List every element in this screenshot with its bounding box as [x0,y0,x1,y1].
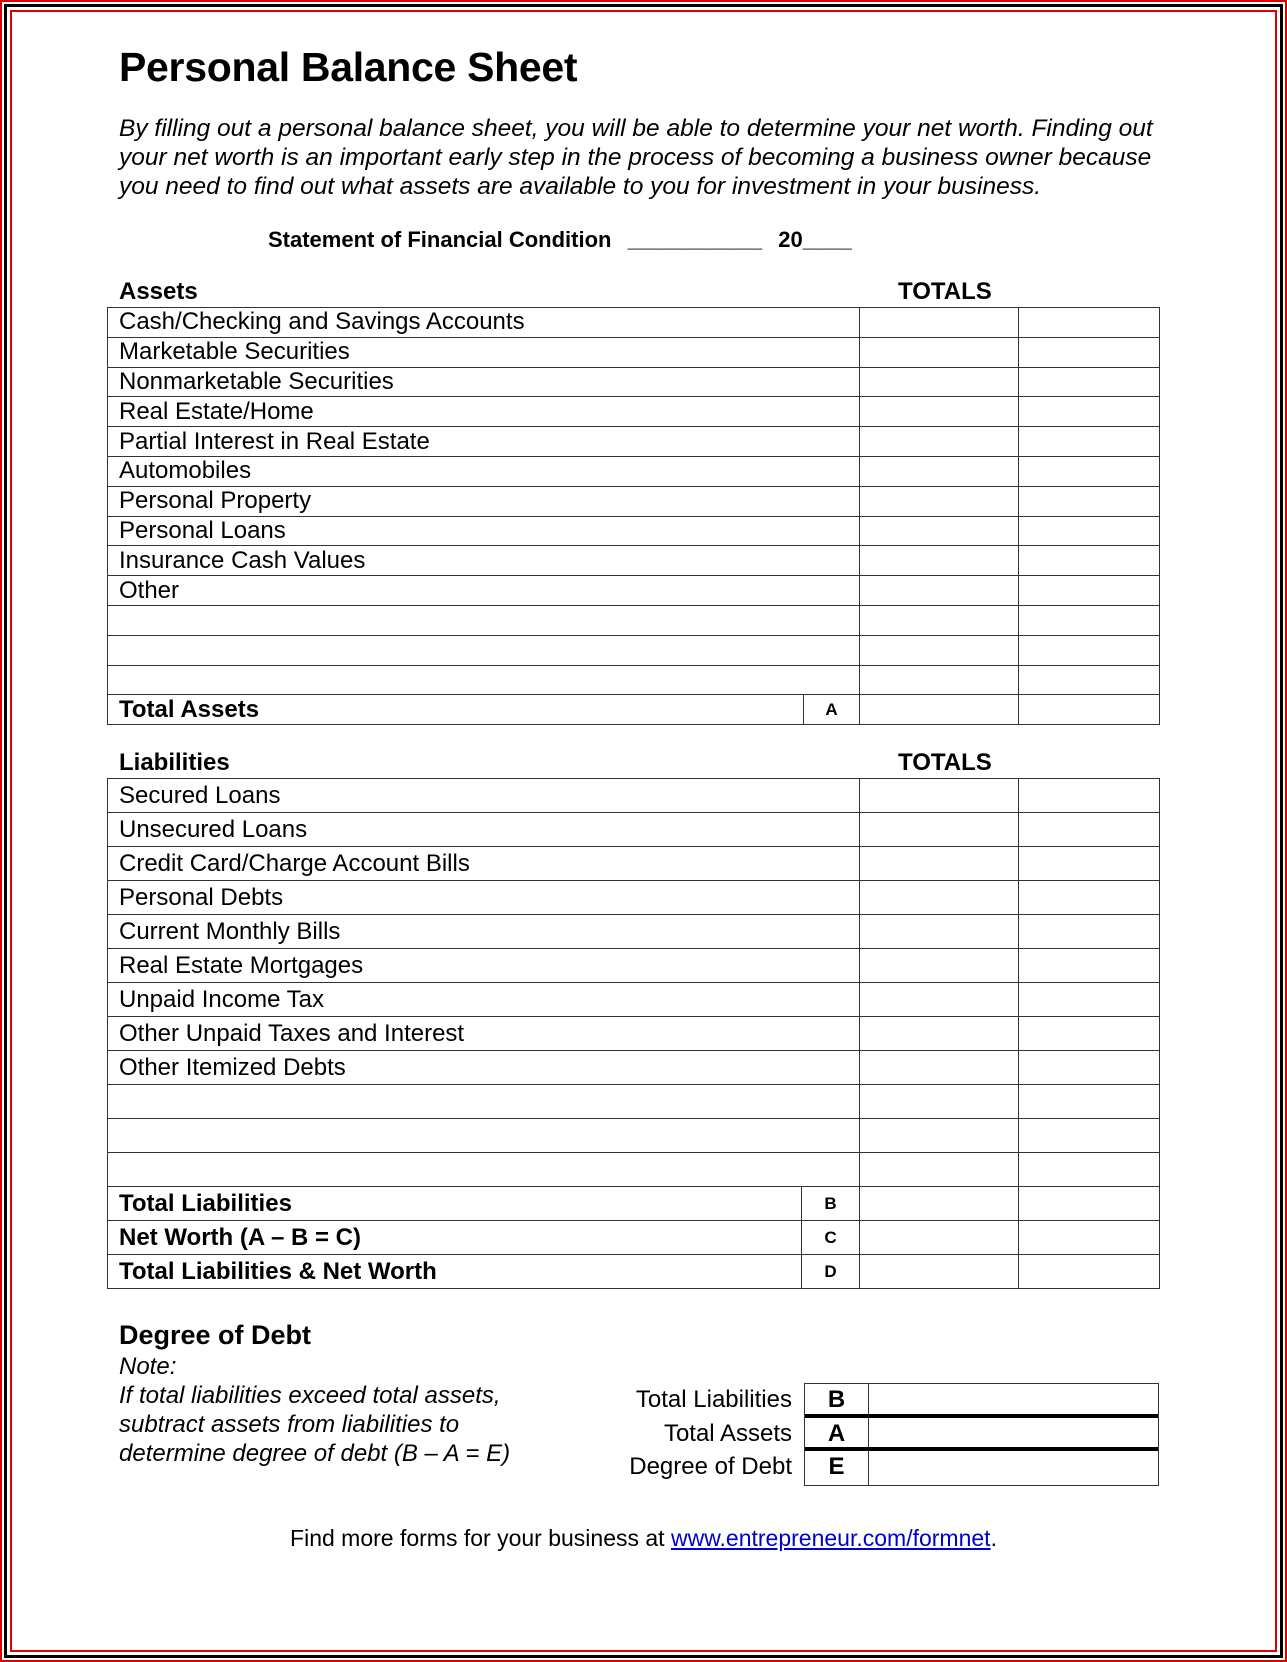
amount-cell[interactable] [860,665,1019,695]
table-row [108,516,1160,546]
total-label: Total Liabilities [108,1187,802,1221]
row-label [108,1085,860,1119]
amount-cell[interactable] [860,546,1019,576]
intro-paragraph: By filling out a personal balance sheet, you will be able to determine your net worth. Finding out your net worth is an important early step in the process of becoming a business owner because you need to find out what assets are available to you for investment in your business. [119,115,1153,200]
row-label: Other Unpaid Taxes and Interest [108,1017,860,1051]
amount-cell[interactable] [860,1119,1019,1153]
amount-cell[interactable] [860,605,1019,635]
liabilities-totals-heading: TOTALS [898,749,992,776]
amount-cell[interactable] [860,308,1019,338]
amount-cell[interactable] [860,847,1019,881]
amount-cell[interactable] [860,397,1019,427]
table-row [108,1051,1160,1085]
degree-row-degree-of-debt [805,1451,1158,1485]
table-row [108,337,1160,367]
row-label: Credit Card/Charge Account Bills [108,847,860,881]
degree-letter: E [805,1451,869,1485]
note-line: If total liabilities exceed total assets, [119,1382,501,1409]
total-cell[interactable] [1019,576,1160,606]
amount-cell[interactable] [860,576,1019,606]
degree-letter: B [805,1384,869,1414]
total-cell[interactable] [1019,516,1160,546]
table-row [108,983,1160,1017]
table-row [108,1119,1160,1153]
total-cell[interactable] [1019,949,1160,983]
total-letter: C [802,1221,860,1255]
total-cell[interactable] [1019,1085,1160,1119]
amount-cell[interactable] [860,427,1019,457]
table-row [108,635,1160,665]
total-cell[interactable] [1019,456,1160,486]
footer-text: Find more forms for your business at [290,1525,671,1551]
amount-cell[interactable] [860,983,1019,1017]
statement-heading [268,227,862,253]
total-cell[interactable] [1019,847,1160,881]
amount-cell[interactable] [860,1255,1019,1289]
total-cell[interactable] [1019,486,1160,516]
total-cell[interactable] [1019,915,1160,949]
degree-value-degree-of-debt[interactable] [869,1451,1158,1485]
assets-totals-heading: TOTALS [898,278,992,305]
amount-cell[interactable] [860,337,1019,367]
degree-letter: A [805,1418,869,1448]
table-row [108,813,1160,847]
total-cell[interactable] [1019,813,1160,847]
row-label [108,635,860,665]
row-label: Other [108,576,860,606]
note-line: determine degree of debt (B – A = E) [119,1440,511,1467]
amount-cell[interactable] [860,635,1019,665]
row-label: Personal Loans [108,516,860,546]
total-label: Total Assets [108,695,804,725]
total-cell[interactable] [1019,635,1160,665]
table-row [108,915,1160,949]
row-label [108,605,860,635]
degree-of-debt-heading: Degree of Debt [119,1320,312,1350]
total-cell[interactable] [1019,308,1160,338]
table-row [108,949,1160,983]
row-label: Secured Loans [108,779,860,813]
footer-suffix: . [990,1525,997,1551]
total-label: Total Liabilities & Net Worth [108,1255,802,1289]
table-row [108,486,1160,516]
table-row [108,397,1160,427]
degree-of-debt-box [804,1383,1159,1486]
row-label: Marketable Securities [108,337,860,367]
degree-row-total-liabilities [805,1384,1158,1418]
amount-cell[interactable] [860,881,1019,915]
amount-cell[interactable] [860,486,1019,516]
amount-cell[interactable] [860,1085,1019,1119]
amount-cell[interactable] [860,516,1019,546]
row-label: Personal Property [108,486,860,516]
row-label: Partial Interest in Real Estate [108,427,860,457]
amount-cell[interactable] [860,367,1019,397]
table-row [108,1153,1160,1187]
total-cell[interactable] [1019,1255,1160,1289]
degree-of-debt-note [119,1352,510,1468]
table-row [108,1017,1160,1051]
total-cell[interactable] [1019,605,1160,635]
total-cell[interactable] [1019,695,1160,725]
degree-label-total-assets: Total Assets [663,1419,792,1447]
table-row [108,847,1160,881]
liabilities-total-row [108,1187,1160,1221]
total-letter: A [804,695,860,725]
row-label: Nonmarketable Securities [108,367,860,397]
amount-cell[interactable] [860,1153,1019,1187]
note-line: subtract assets from liabilities to [119,1411,460,1438]
total-cell[interactable] [1019,337,1160,367]
amount-cell[interactable] [860,695,1019,725]
page-title: Personal Balance Sheet [119,44,578,90]
row-label: Personal Debts [108,881,860,915]
statement-date-blank[interactable]: ___________ [627,227,763,252]
amount-cell[interactable] [860,949,1019,983]
liabilities-heading: Liabilities [119,749,230,776]
total-cell[interactable] [1019,397,1160,427]
table-row [108,779,1160,813]
row-label: Real Estate Mortgages [108,949,860,983]
total-cell[interactable] [1019,1017,1160,1051]
note-label: Note: [119,1353,177,1380]
row-label: Cash/Checking and Savings Accounts [108,308,860,338]
total-cell[interactable] [1019,367,1160,397]
table-row [108,605,1160,635]
table-row [108,546,1160,576]
total-cell[interactable] [1019,881,1160,915]
table-row [108,576,1160,606]
total-cell[interactable] [1019,427,1160,457]
degree-label-degree-of-debt: Degree of Debt [629,1453,792,1480]
amount-cell[interactable] [860,1187,1019,1221]
table-row [108,881,1160,915]
total-letter: B [802,1187,860,1221]
row-label [108,1153,860,1187]
amount-cell[interactable] [860,456,1019,486]
formnet-link[interactable]: www.entrepreneur.com/formnet [670,1525,991,1551]
total-cell[interactable] [1019,1153,1160,1187]
row-label: Unsecured Loans [108,813,860,847]
liabilities-total-row [108,1255,1160,1289]
amount-cell[interactable] [860,779,1019,813]
row-label: Other Itemized Debts [108,1051,860,1085]
liabilities-table [107,778,1160,1289]
degree-of-debt-labels [560,1383,792,1484]
total-cell[interactable] [1019,546,1160,576]
row-label: Current Monthly Bills [108,915,860,949]
table-row [108,427,1160,457]
footer [0,1525,1287,1552]
table-row [108,665,1160,695]
total-cell[interactable] [1019,1119,1160,1153]
degree-value-total-liabilities[interactable] [869,1384,1158,1414]
total-cell[interactable] [1019,983,1160,1017]
table-row [108,1085,1160,1119]
table-row [108,456,1160,486]
degree-row-total-assets [805,1418,1158,1452]
amount-cell[interactable] [860,1017,1019,1051]
amount-cell[interactable] [860,813,1019,847]
assets-table [107,307,1160,725]
total-cell[interactable] [1019,1187,1160,1221]
assets-heading: Assets [119,278,198,305]
row-label [108,1119,860,1153]
row-label: Automobiles [108,456,860,486]
row-label: Real Estate/Home [108,397,860,427]
table-row [108,367,1160,397]
amount-cell[interactable] [860,1051,1019,1085]
total-cell[interactable] [1019,1051,1160,1085]
row-label: Insurance Cash Values [108,546,860,576]
total-cell[interactable] [1019,1221,1160,1255]
total-assets-row [108,695,1160,725]
total-letter: D [802,1255,860,1289]
statement-label: Statement of Financial Condition [268,227,612,252]
degree-label-total-liabilities: Total Liabilities [635,1386,792,1413]
degree-value-total-assets[interactable] [869,1418,1158,1448]
table-row [108,308,1160,338]
amount-cell[interactable] [860,1221,1019,1255]
total-cell[interactable] [1019,779,1160,813]
amount-cell[interactable] [860,915,1019,949]
row-label: Unpaid Income Tax [108,983,860,1017]
total-cell[interactable] [1019,665,1160,695]
total-label: Net Worth (A – B = C) [108,1221,802,1255]
liabilities-total-row [108,1221,1160,1255]
row-label [108,665,860,695]
statement-year-blank[interactable]: 20____ [778,227,852,252]
